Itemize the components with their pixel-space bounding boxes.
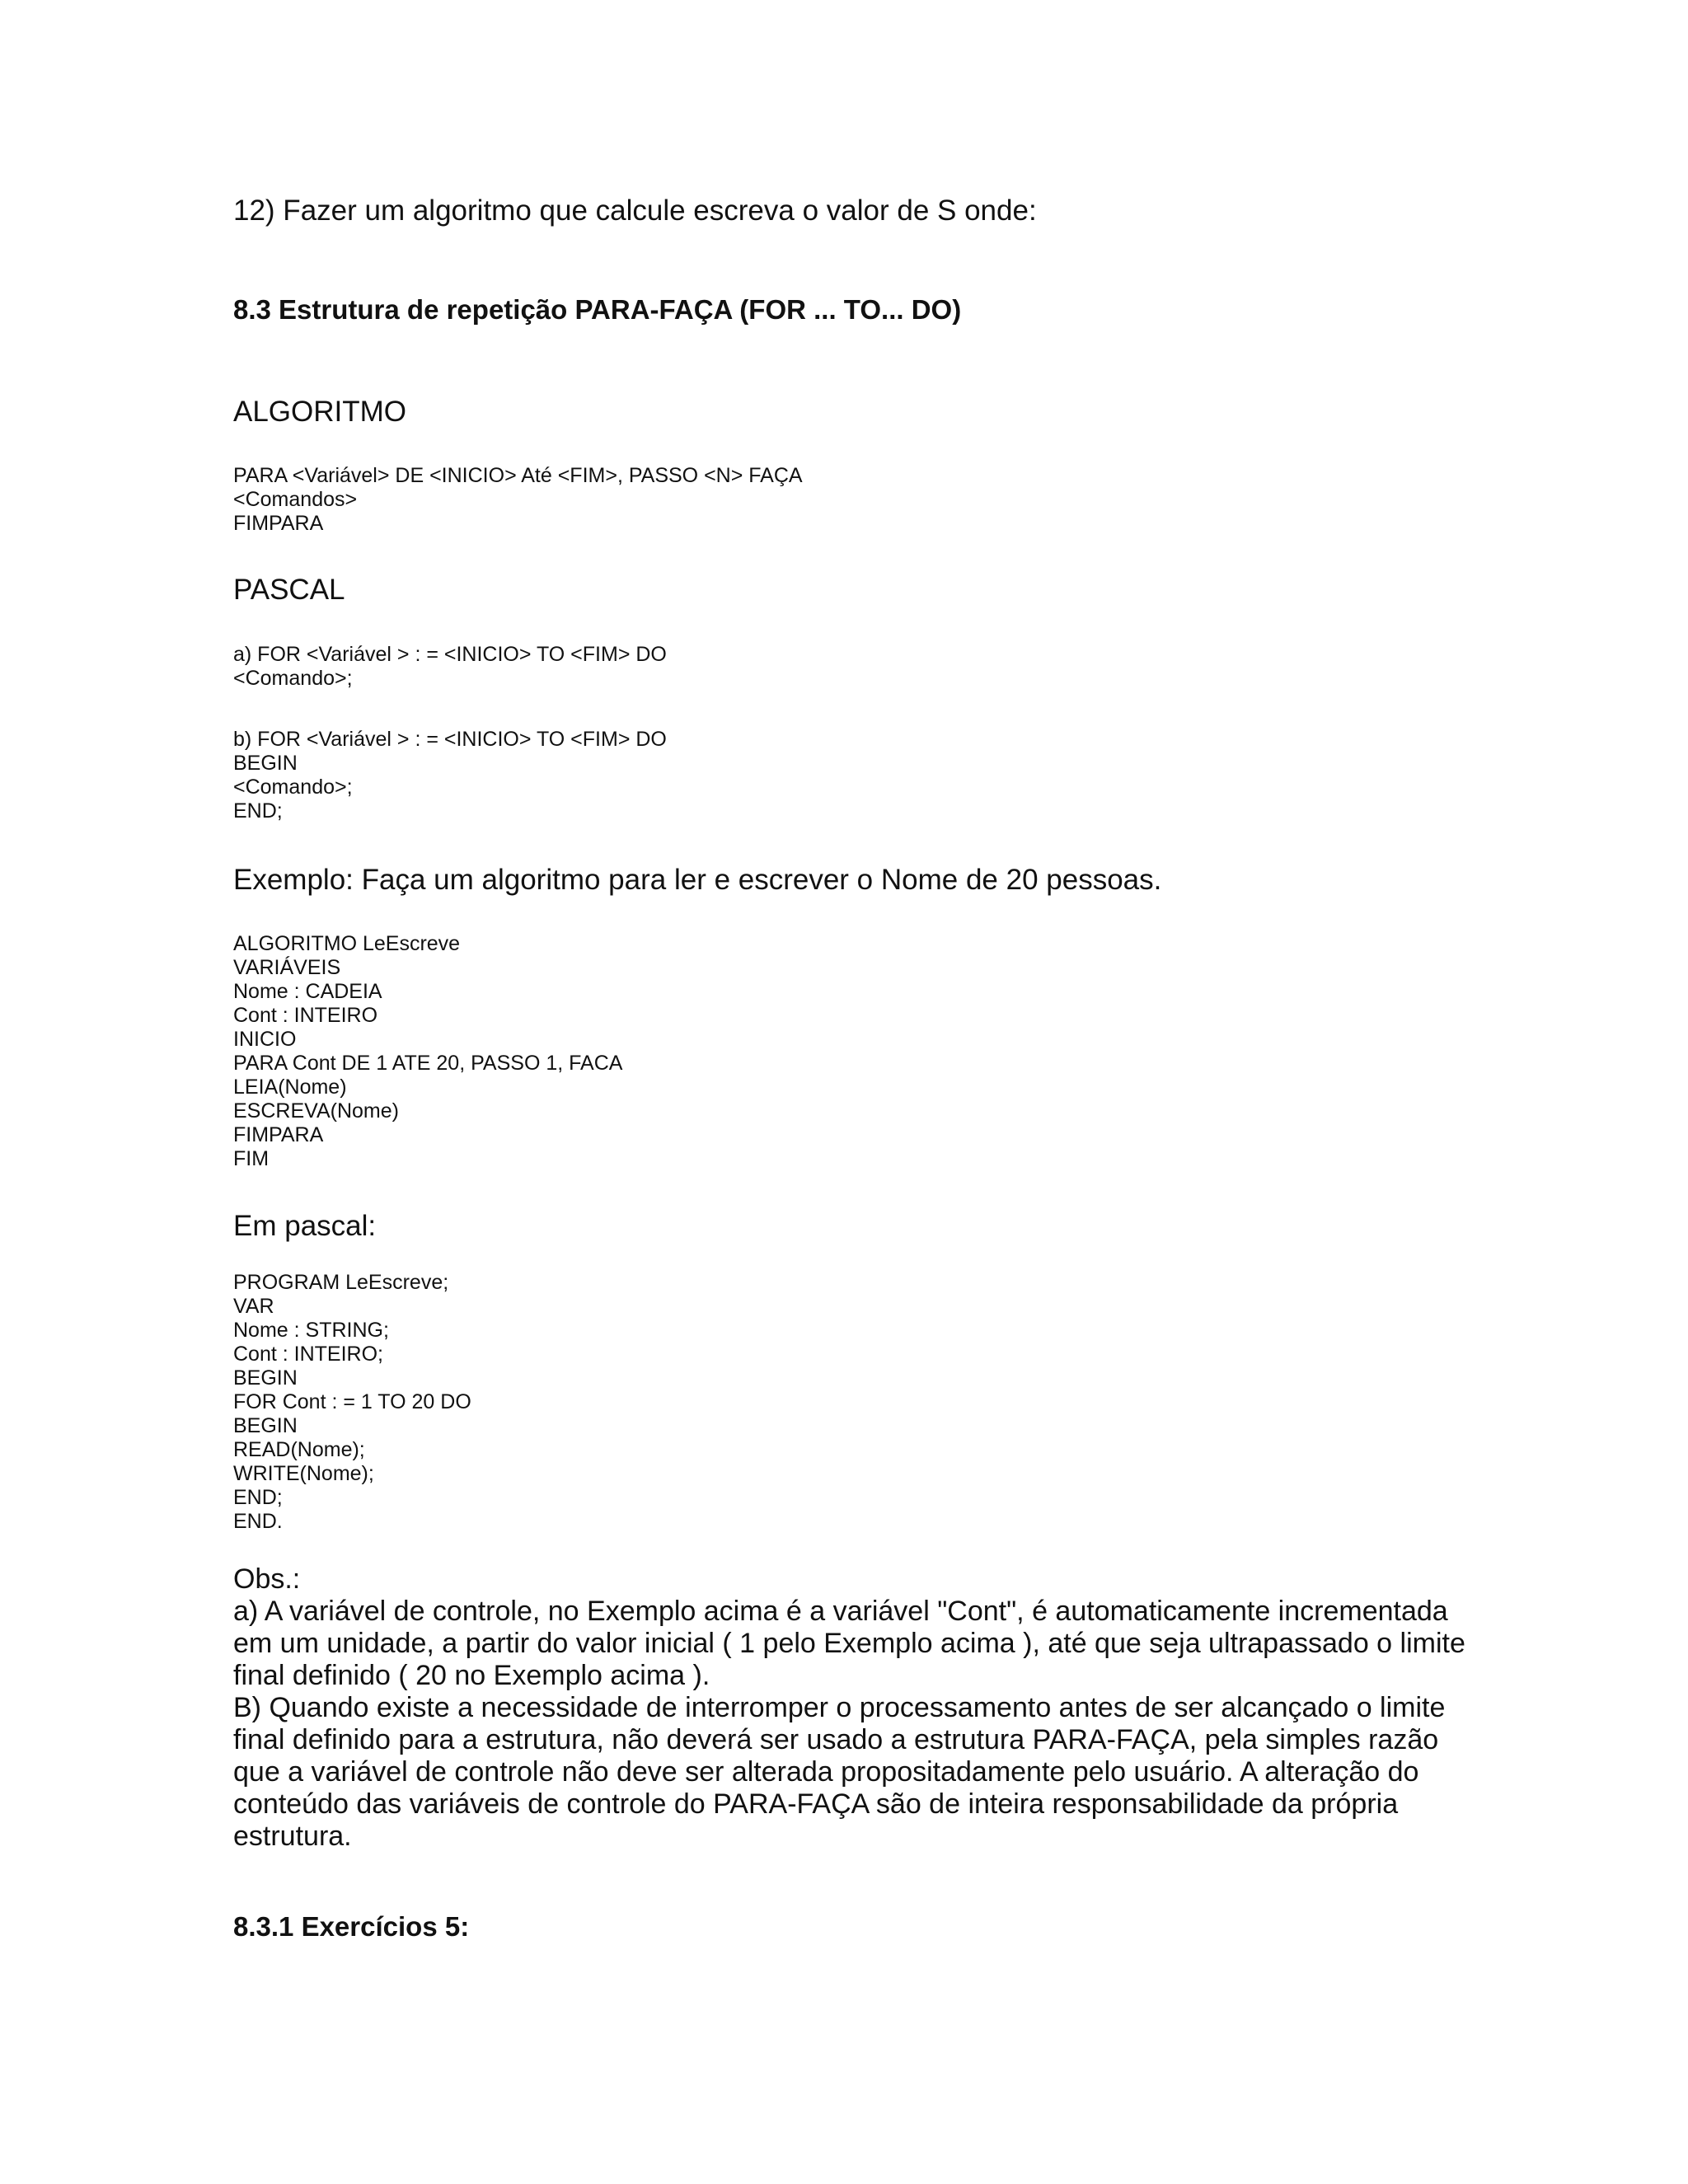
pascal-syntax-a-block bbox=[233, 643, 667, 691]
code-line: FIM bbox=[233, 1147, 270, 1170]
code-line: <Comandos> bbox=[233, 488, 358, 511]
code-line: Cont : INTEIRO bbox=[233, 1004, 378, 1027]
example-algorithm-block bbox=[233, 932, 622, 1171]
code-line: <Comando>; bbox=[233, 776, 353, 799]
obs-line: final definido ( 20 no Exemplo acima ). bbox=[233, 1660, 710, 1691]
example-pascal-block bbox=[233, 1271, 471, 1534]
code-line: BEGIN bbox=[233, 1414, 298, 1437]
code-line: VARIÁVEIS bbox=[233, 956, 341, 979]
code-line: BEGIN bbox=[233, 752, 298, 775]
code-line: LEIA(Nome) bbox=[233, 1076, 347, 1099]
code-line: FIMPARA bbox=[233, 512, 324, 535]
code-line: a) FOR <Variável > : = <INICIO> TO <FIM> DO bbox=[233, 643, 667, 666]
em-pascal-label: Em pascal: bbox=[233, 1210, 377, 1242]
pascal-label: PASCAL bbox=[233, 574, 345, 606]
obs-line: estrutura. bbox=[233, 1821, 352, 1852]
code-line: END; bbox=[233, 1486, 283, 1509]
obs-line: final definido para a estrutura, não deverá ser usado a estrutura PARA-FAÇA, pela simples razão bbox=[233, 1724, 1439, 1755]
algoritmo-syntax-block bbox=[233, 464, 803, 536]
obs-line: em um unidade, a partir do valor inicial ( 1 pelo Exemplo acima ), até que seja ultrapassado o limite bbox=[233, 1628, 1465, 1659]
example-title: Exemplo: Faça um algoritmo para ler e escrever o Nome de 20 pessoas. bbox=[233, 864, 1162, 896]
section-8-3-heading: 8.3 Estrutura de repetição PARA-FAÇA (FOR ... TO... DO) bbox=[233, 294, 962, 325]
code-line: ESCREVA(Nome) bbox=[233, 1099, 399, 1122]
obs-line: B) Quando existe a necessidade de interromper o processamento antes de ser alcançado o limite bbox=[233, 1692, 1446, 1723]
code-line: Nome : CADEIA bbox=[233, 980, 382, 1003]
code-line: WRITE(Nome); bbox=[233, 1462, 374, 1485]
question-12-text: 12) Fazer um algoritmo que calcule escreva o valor de S onde: bbox=[233, 194, 1037, 227]
code-line: b) FOR <Variável > : = <INICIO> TO <FIM> DO bbox=[233, 728, 667, 751]
pascal-syntax-b-block bbox=[233, 728, 667, 823]
code-line: VAR bbox=[233, 1295, 274, 1318]
code-line: READ(Nome); bbox=[233, 1438, 365, 1461]
code-line: <Comando>; bbox=[233, 667, 353, 690]
code-line: PARA Cont DE 1 ATE 20, PASSO 1, FACA bbox=[233, 1052, 623, 1075]
obs-line: a) A variável de controle, no Exemplo acima é a variável "Cont", é automaticamente incrementada bbox=[233, 1596, 1448, 1627]
obs-line: conteúdo das variáveis de controle do PARA-FAÇA são de inteira responsabilidade da própria bbox=[233, 1788, 1399, 1820]
obs-line: Obs.: bbox=[233, 1563, 301, 1595]
algoritmo-label: ALGORITMO bbox=[233, 396, 407, 428]
code-line: FOR Cont : = 1 TO 20 DO bbox=[233, 1390, 471, 1413]
code-line: Nome : STRING; bbox=[233, 1319, 389, 1342]
code-line: END. bbox=[233, 1510, 283, 1533]
code-line: END; bbox=[233, 799, 283, 823]
code-line: Cont : INTEIRO; bbox=[233, 1343, 383, 1366]
code-line: BEGIN bbox=[233, 1366, 298, 1390]
code-line: INICIO bbox=[233, 1028, 297, 1051]
section-8-3-1-heading: 8.3.1 Exercícios 5: bbox=[233, 1911, 470, 1942]
obs-line: que a variável de controle não deve ser alterada propositadamente pelo usuário. A alteração do bbox=[233, 1756, 1419, 1788]
code-line: FIMPARA bbox=[233, 1123, 324, 1146]
observation-paragraph bbox=[233, 1563, 1465, 1853]
code-line: PARA <Variável> DE <INICIO> Até <FIM>, PASSO <N> FAÇA bbox=[233, 464, 803, 487]
code-line: PROGRAM LeEscreve; bbox=[233, 1271, 449, 1294]
code-line: ALGORITMO LeEscreve bbox=[233, 932, 461, 955]
